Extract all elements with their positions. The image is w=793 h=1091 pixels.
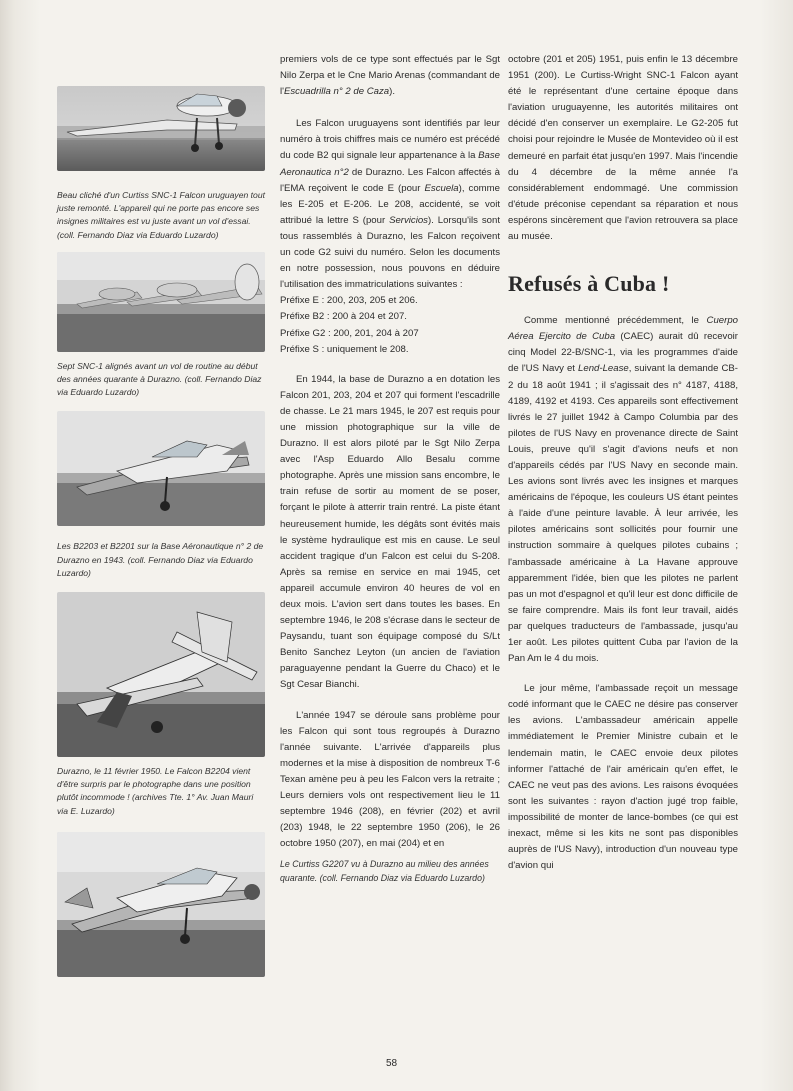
- prefix-list: [280, 293, 500, 357]
- paragraph-identification: [280, 116, 500, 293]
- text-column-2: [280, 52, 500, 885]
- prefix-item: Préfixe E : 200, 203, 205 et 206.: [280, 295, 418, 307]
- text-run-italic: Cuerpo Aérea Ejercito de Cuba: [508, 315, 738, 343]
- text-run-italic: Escuadrilla n° 2 de Caza: [283, 86, 390, 98]
- prefix-item: Préfixe B2 : 200 à 204 et 207.: [280, 311, 407, 323]
- text-run-italic: Servicios: [389, 214, 428, 226]
- text-run: Les Falcon uruguayens sont identifiés par leur numéro à trois chiffres mais ce numéro est précédé du code B2 qui signale leur appartenance à la: [280, 118, 500, 162]
- photo-column: [57, 86, 265, 977]
- page-number: 58: [386, 1058, 398, 1069]
- photo-1: [57, 86, 265, 171]
- prefix-item: Préfixe S : uniquement le 208.: [280, 343, 409, 355]
- aircraft-photo-2: [57, 252, 265, 352]
- caption-2: Sept SNC-1 alignés avant un vol de routine au début des années quarante à Durazno. (coll. Fernando Diaz via Eduardo Luzardo): [57, 360, 262, 398]
- caption-4: Durazno, le 11 février 1950. Le Falcon B2204 vient d'être surpris par le photographe dans une position plutôt incommode ! (archives Tte. 1° Av. Juan Mauri via E. Luzardo): [57, 766, 254, 816]
- photo-3: [57, 411, 265, 526]
- text-run-italic: Lend-Lease: [578, 363, 629, 375]
- text-run: , suivant la demande CB-2 du 18 août 1941 ; il s'agissait des n° 4187, 4188, 4189, 4192 et 4193. Ces appareils sont effectivement livrés le 27 juillet 1942 à Campo Columbia par des pilotes de l'US Navy en provenance directe de Saint Louis, preuve qu'il s'agit d'avions neufs et non d'appareils cédés par l'US Navy en seconde main. Les avions sont livrés avec les insignes et marques américains de l'époque, les couleurs US étant peintes à l'aide d'une peinture lavable. À leur arrivée, les pilotes américains sont sollicités pour fournir une instruction sommaire à quelques pilotes cubains ; l'ambassade américaine à La Havane approuve apparemment l'idée, bien que les pilotes ne parlent pas un mot d'espagnol et qu'il leur est donc difficile de se faire comprendre. Mais ils font leur travail, aidés par quelques traducteurs de l'ambassade, jusqu'au 1er août. Les pilotes quittent Cuba par l'avion de la Pan Am le 4 du mois.: [508, 363, 738, 665]
- prefix-item: Préfixe G2 : 200, 201, 204 à 207: [280, 327, 419, 339]
- text-run-italic: Base Aeronautica n°2: [280, 150, 500, 178]
- caption-3: Les B2203 et B2201 sur la Base Aéronautique n° 2 de Durazno en 1943. (coll. Fernando Diaz via Eduardo Luzardo): [57, 541, 264, 578]
- text-run: ).: [389, 86, 396, 98]
- text-run-italic: Escuela: [424, 182, 459, 194]
- aircraft-photo-3: [57, 411, 265, 526]
- aircraft-photo-5: [57, 832, 265, 977]
- text-run: premiers vols de ce type sont effectués par le Sgt Nilo Zerpa et le Cne Mario Arenas (commandant de l': [280, 54, 500, 98]
- paragraph-1944: En 1944, la base de Durazno a en dotation les Falcon 201, 203, 204 et 207 qui forment l'escadrille de chasse. Le 21 mars 1945, le 207 est requis pour une mission photographique sur la ville de Durazno. Il est alors piloté par le Sgt Nilo Zerpa avec l'Asp Eduardo Allo Besalu comme photographe. Après une mission sans encombre, le train refuse de sortir au moment de se poser, forçant le pilote à atterrir train rentré. La piste étant heureusement humide, les dégâts sont évités mais le système hydraulique est mis en cause. Le seul accident tragique d'un Falcon est celui du S-208. Après sa remise en service en mai 1945, cet appareil accumule environ 40 heures de vol en deux mois. L'avion sert dans toutes les bases. En septembre 1946, le 208 s'écrase dans le secteur de Paysandu, tuant son équipage composé du S/Lt Benito Sanchez Leyton (un ancien de l'aviation paraguayenne pendant la Guerre du Chaco) et le Sgt Cesar Bianchi.: [280, 373, 500, 691]
- caption-1: Beau cliché d'un Curtiss SNC-1 Falcon uruguayen tout juste remonté. L'appareil qui ne porte pas encore ses insignes militaires est vu juste avant un vol d'essai. (coll. Fernando Diaz via Eduardo Luzardo): [57, 190, 265, 240]
- section-heading: Refusés à Cuba !: [508, 271, 670, 297]
- aircraft-photo-1: [57, 86, 265, 171]
- text-run: de Durazno. Les Falcon affectés à l'EMA reçoivent le code E (pour: [280, 166, 500, 194]
- paragraph-embassy: Le jour même, l'ambassade reçoit un message codé informant que le CAEC ne désire pas conserver les avions. L'ambassadeur américain appelle immédiatement le Premier Ministre cubain et le lendemain matin, le CAEC envoie deux pilotes informer l'attaché de l'air américain qu'en effet, le CAEC ne veut pas des avions. Les raisons évoquées sont les suivantes : rayon d'action jugé trop faible, impossibilité de monter de lance-bombes (ce qui est inexact, même si les kits ne sont pas disponibles auprès de l'US Navy), introduction d'un nouveau type d'avion qui: [508, 683, 738, 872]
- text-run: ), comme les E-205 et E-206. Le 208, accidenté, se voit attribué la lettre S (pour: [280, 182, 500, 226]
- caption-5: Le Curtiss G2207 vu à Durazno au milieu des années quarante. (coll. Fernando Diaz via Eduardo Luzardo): [280, 859, 489, 883]
- text-run: Comme mentionné précédemment, le: [524, 315, 707, 327]
- text-column-3: [508, 52, 738, 874]
- text-run: ). Lorsqu'ils sont tous rassemblés à Durazno, les Falcon reçoivent un code G2 suivi du numéro. Selon les documents en notre possession, nous pouvons en déduire l'utilisation des immatriculations suivantes :: [280, 214, 500, 291]
- photo-4: [57, 592, 265, 757]
- photo-2: [57, 252, 265, 352]
- photo-5: [57, 832, 265, 977]
- paragraph-g2205: octobre (201 et 205) 1951, puis enfin le 13 décembre 1951 (200). Le Curtiss-Wright SNC-1 Falcon ayant été le représentant d'une certaine époque dans l'aviation uruguayenne, les autorités militaires ont décidé d'en conserver un exemplaire. Le G2-205 fut choisi pour rejoindre le Musée de Montevideo où il est demeuré en parfait état jusqu'en 1997. Mais l'incendie du 4 décembre de la même année l'a considérablement endommagé. Une commission d'étude préconise cependant sa réparation et nous espérons sincèrement que l'avion retrouvera sa place au musée.: [508, 54, 738, 243]
- aircraft-photo-4: [57, 592, 265, 757]
- paragraph-intro: [280, 52, 500, 100]
- text-run: (CAEC) aurait dû recevoir cinq Model 22-B/SNC-1, via les programmes d'aide de l'US Navy et: [508, 331, 738, 375]
- paragraph-1947: L'année 1947 se déroule sans problème pour les Falcon qui sont tous regroupés à Durazno l'année suivante. L'arrivée d'appareils plus modernes et la mise à disposition de nombreux T-6 Texan amène peu à peu les Falcon vers la retraite ; Leurs derniers vols ont respectivement lieu le 11 septembre 1946 (208), en février (202) et avril (203) 1948, le 22 septembre 1950 (206), le 26 octobre 1950 (207), en mai (204) et en: [280, 709, 500, 850]
- paragraph-cuba: [508, 313, 738, 667]
